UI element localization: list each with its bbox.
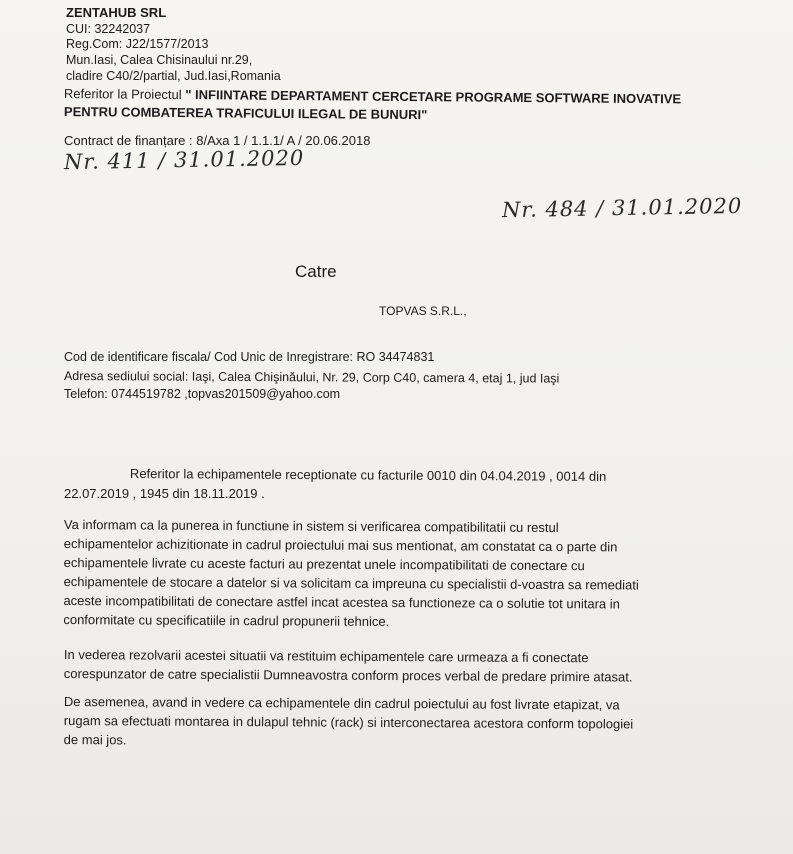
paragraph-line: echipamentele livrate cu aceste facturi au prezentat unele incompatibilitati de conectare cu: [63, 554, 585, 574]
recipient-phone-email: Telefon: 0744519782 ,topvas201509@yahoo.com: [64, 387, 341, 401]
paragraph-restituire: [64, 645, 633, 686]
project-reference-prefix: Referitor la Proiectul: [63, 86, 186, 103]
paragraph-line: conformitate cu specificatiile in cadrul propunerii tehnice.: [63, 611, 390, 629]
company-cui: CUI: 32242037: [66, 22, 151, 36]
paragraph-line: rugam sa efectuati montarea in dulapul tehnic (rack) si interconectarea acestora conform topologiei: [63, 712, 634, 732]
paragraph-line: aceste incompatibilitati de conectare astfel incat acestea sa functioneze ca o solutie tot unitara in: [63, 592, 620, 612]
company-address-line-2: cladire C40/2/partial, Jud.Iasi,Romania: [66, 69, 281, 83]
contract-reference: Contract de finanțare : 8/Axa 1 / 1.1.1/ A / 20.06.2018: [64, 133, 371, 148]
reference-invoices-line-2: 22.07.2019 , 1945 din 18.11.2019 .: [64, 486, 265, 501]
paragraph-line: echipamentelor achizitionate in cadrul proiectului mai sus mentionat, am constatat ca o parte din: [63, 535, 618, 555]
handwritten-registration-right: Nr. 484 / 31.01.2020: [501, 193, 743, 223]
paragraph-line: De asemenea, avand in vedere ca echipamentele din cadrul poiectului au fost livrate etapizat, va: [63, 693, 620, 713]
reference-invoices-line-1: Referitor la echipamentele receptionate cu facturile 0010 din 04.04.2019 , 0014 din: [129, 466, 607, 484]
recipient-fiscal-code: Cod de identificare fiscala/ Cod Unic de Inregistrare: RO 34474831: [64, 350, 435, 364]
project-reference: [64, 86, 681, 106]
paragraph-line: corespunzator de catre specialistii Dumneavostra conform proces verbal de predare primire atasat.: [63, 665, 633, 685]
recipient-address: Adresa sediului social: Iaşi, Calea Chişinăului, Nr. 29, Corp C40, camera 4, etaj 1, jud Iaşi: [63, 369, 560, 386]
paragraph-line: echipamentele de stocare a datelor si va solicitam ca impreuna cu specialistii d-voastra sa remediati: [63, 573, 639, 593]
company-address-line-1: Mun.Iasi, Calea Chisinaului nr.29,: [66, 53, 253, 67]
recipient-name: TOPVAS S.R.L.,: [379, 304, 467, 318]
paragraph-line: de mai jos.: [63, 731, 127, 748]
project-title-line-2: PENTRU COMBATEREA TRAFICULUI ILEGAL DE BUNURI": [63, 104, 428, 123]
handwritten-registration-left: Nr. 411 / 31.01.2020: [63, 145, 305, 175]
paragraph-montare: [64, 692, 634, 752]
project-title-line-1: " INFIINTARE DEPARTAMENT CERCETARE PROGRAME SOFTWARE INOVATIVE: [185, 87, 682, 107]
company-reg-com: Reg.Com: J22/1577/2013: [66, 37, 209, 51]
paragraph-informare: [63, 515, 639, 633]
paragraph-line: In vederea rezolvarii acestei situatii va restituim echipamentele care urmeaza a fi conectate: [63, 646, 589, 666]
recipient-to-label: Catre: [295, 262, 337, 281]
paragraph-line: Va informam ca la punerea in functiune in sistem si verificarea compatibilitatii cu restul: [63, 516, 559, 536]
company-name: ZENTAHUB SRL: [66, 5, 167, 20]
